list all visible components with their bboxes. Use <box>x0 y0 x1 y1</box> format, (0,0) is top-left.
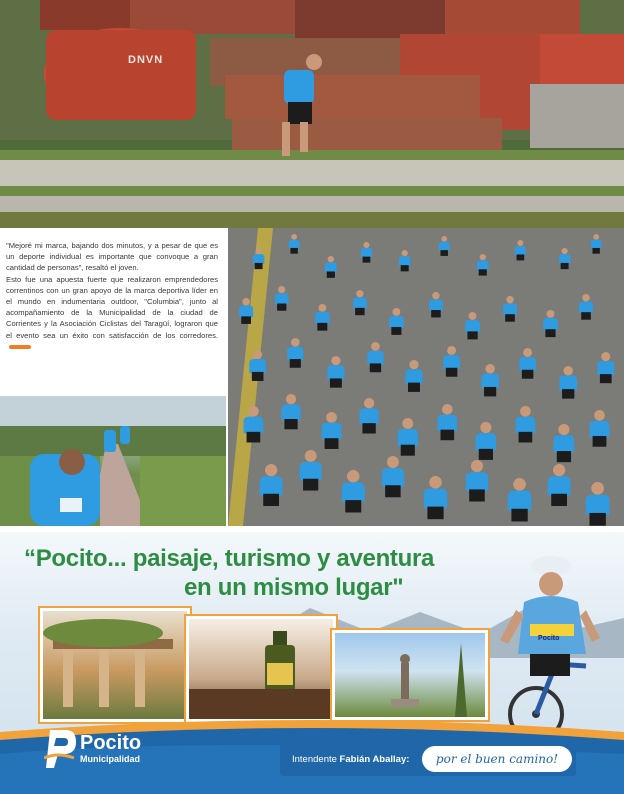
runner-head <box>326 412 337 423</box>
runner-shorts <box>401 445 415 456</box>
article-text <box>6 240 218 352</box>
ad-headline-line-2: en un mismo lugar" <box>184 574 404 601</box>
runner-figure <box>442 346 460 377</box>
runner-figure <box>542 310 558 337</box>
runner-figure <box>358 398 379 434</box>
runner-head <box>553 464 565 476</box>
runner-head <box>402 418 413 429</box>
runner-shorts <box>551 494 567 506</box>
runner-figure <box>360 242 372 263</box>
cyclist-jersey-text: Pocito <box>538 635 560 642</box>
runner-shorts <box>277 304 286 311</box>
runner-shorts <box>479 449 493 460</box>
runner-shorts <box>427 507 443 520</box>
article-paragraph-body-text: Esto fue una apuesta fuerte que realizaron emprendedores correntinos con un gran apoyo de la marca deportiva líder en el mundo en indumentaria outdoor, "Columbia", junto al acompañamiento de la Municipalidad de la ciudad de Corrientes y la Asociación Ciclistas del Taragüí, lograron que el evento sea un éxito con satisfacción de los corredores. <box>6 274 218 340</box>
park-photo-runners <box>0 396 226 526</box>
runner-shorts <box>467 331 477 339</box>
runner-head <box>265 464 277 476</box>
runner-figure <box>280 394 301 429</box>
runner-figure <box>380 456 404 497</box>
runner-shorts <box>469 489 485 501</box>
runner-shorts <box>511 509 527 522</box>
runner-shorts <box>519 432 533 443</box>
runner-head <box>387 456 399 468</box>
runner-shorts <box>391 327 401 335</box>
runner-shorts <box>441 430 455 441</box>
runner-figure <box>506 478 531 521</box>
runner-figure <box>514 240 526 260</box>
runner-head <box>442 404 453 415</box>
runner-head <box>278 286 285 293</box>
ad-photo-olive-oil <box>186 616 336 722</box>
runner-shirt <box>322 423 342 440</box>
mayor-name: Fabián Aballay: <box>339 754 410 765</box>
runner-shorts <box>290 359 301 368</box>
ad-photo-pergola <box>40 608 190 722</box>
runner-shorts <box>325 438 339 449</box>
runner-shorts <box>561 263 569 269</box>
runner-head <box>523 348 532 357</box>
runner-shorts <box>317 323 327 331</box>
runner-shorts <box>431 310 441 317</box>
pocito-logo-subtitle: Municipalidad <box>80 754 141 764</box>
runner-figure <box>258 464 283 506</box>
top-photo-buoys-runner <box>0 0 624 228</box>
runner-shorts <box>284 419 297 429</box>
runner-shorts <box>362 423 375 433</box>
article-end-mark <box>9 345 31 349</box>
runner-shorts <box>385 485 400 497</box>
runner-shorts <box>303 479 318 491</box>
runner-head <box>242 298 250 306</box>
ad-headline <box>24 544 444 602</box>
runner-figure <box>578 294 593 320</box>
runner-head <box>471 460 483 472</box>
runner-shorts <box>440 250 447 256</box>
runner-figure <box>326 356 344 388</box>
runner-shorts <box>330 378 342 387</box>
ad-photo-statue-park <box>332 630 488 720</box>
runner-shorts <box>557 451 571 462</box>
runner-shirt <box>300 462 322 481</box>
mayor-label: Intendente <box>292 754 337 765</box>
runner-head <box>409 360 418 369</box>
article-paragraph-quote: "Mejoré mi marca, bajando dos minutos, y a pesar de que es un deporte individual es importante que convoque a gran cantidad de personas", resaltó el joven. <box>6 241 218 273</box>
runner-figure <box>590 234 601 254</box>
runner-figure <box>324 256 337 278</box>
ad-photo-statue-art <box>335 633 485 717</box>
runner-figure <box>596 352 614 383</box>
runner-figure <box>588 410 609 447</box>
runner-head <box>305 450 317 462</box>
runner-shorts <box>446 368 458 377</box>
runner-head <box>547 310 555 318</box>
runner-head <box>563 366 573 376</box>
runner-head <box>392 308 400 316</box>
runner-figure <box>422 476 447 519</box>
runner-shorts <box>600 374 612 383</box>
ad-photo-pergola-art <box>43 611 187 719</box>
runner-figure <box>320 412 342 449</box>
race-photo-runners <box>228 228 624 526</box>
runner-shirt <box>260 476 283 495</box>
runner-figure <box>274 286 288 311</box>
runner-figure <box>238 298 253 324</box>
pocito-advertisement <box>0 532 624 794</box>
runner-shirt <box>466 472 488 491</box>
runner-shirt <box>548 476 571 495</box>
runner-figure <box>474 422 496 460</box>
runner-head <box>248 406 259 417</box>
runner-head <box>356 290 363 297</box>
runner-shirt <box>382 468 404 487</box>
runner-figure <box>514 406 535 442</box>
runner-shorts <box>484 387 496 396</box>
runner-head <box>558 424 569 435</box>
runner-head <box>432 292 439 299</box>
runner-shorts <box>505 314 515 321</box>
runner-figure <box>404 360 423 392</box>
runner-shorts <box>363 257 371 263</box>
runner-head <box>591 482 604 495</box>
runner-shorts <box>479 269 487 275</box>
runner-shirt <box>424 489 447 509</box>
runner-shorts <box>517 254 525 260</box>
runner-head <box>331 356 340 365</box>
buoy-stencil-text: DNVN <box>128 54 164 66</box>
runner-head <box>364 398 374 408</box>
runner-shorts <box>241 316 251 324</box>
runner-figure <box>502 296 517 322</box>
runner-figure <box>552 424 574 462</box>
runner-shorts <box>593 436 607 447</box>
runner-shirt <box>342 482 365 501</box>
runner-figure <box>438 236 450 256</box>
runner-shorts <box>581 312 591 319</box>
runner-shorts <box>545 329 555 337</box>
runner-shorts <box>408 383 420 392</box>
runner-figure <box>476 254 489 276</box>
runner-figure <box>480 364 499 396</box>
runner-figure <box>288 234 299 254</box>
ad-slogan: por el buen camino! <box>422 746 572 772</box>
runner-figure <box>242 406 263 442</box>
runner-shorts <box>401 265 409 271</box>
runner-figure <box>388 308 404 335</box>
runner-head <box>286 394 296 404</box>
runner-head <box>318 304 326 312</box>
runner-figure <box>428 292 443 317</box>
pocito-p-logo-icon <box>44 728 76 770</box>
runner-figure <box>396 418 418 456</box>
runner-figure <box>286 338 303 368</box>
runner-shirt <box>590 421 610 438</box>
runner-figure <box>352 290 367 315</box>
top-photo-scene <box>0 0 624 228</box>
runner-shirt <box>508 491 532 511</box>
runner-figure <box>340 470 365 512</box>
runner-figure <box>366 342 384 372</box>
runner-head <box>291 338 300 347</box>
runner-head <box>582 294 589 301</box>
runner-shirt <box>586 495 610 515</box>
ad-photo-olive-oil-art <box>189 619 333 719</box>
runner-figure <box>464 312 480 339</box>
runner-shorts <box>370 363 381 372</box>
runner-head <box>480 422 491 433</box>
runner-head <box>429 476 442 489</box>
runner-shorts <box>589 513 605 526</box>
ad-headline-line-1: “Pocito... paisaje, turismo y aventura <box>24 545 435 572</box>
park-photo-scene <box>0 396 226 526</box>
article-paragraph-body <box>6 274 218 352</box>
runner-shorts <box>562 389 574 399</box>
runner-figure <box>314 304 330 331</box>
runner-figure <box>518 348 536 379</box>
runner-figure <box>584 482 609 526</box>
runner-shorts <box>355 308 364 315</box>
runner-shorts <box>247 432 261 443</box>
runner-head <box>371 342 380 351</box>
runner-figure <box>298 450 322 491</box>
runner-figure <box>436 404 457 440</box>
runner-head <box>253 350 262 359</box>
runner-shorts <box>255 263 263 269</box>
runner-shorts <box>290 248 297 254</box>
runner-head <box>594 410 605 421</box>
runner-head <box>506 296 513 303</box>
runner-shirt <box>554 435 575 452</box>
runner-figure <box>398 250 410 271</box>
runner-shorts <box>252 372 264 381</box>
runner-shorts <box>345 500 361 512</box>
runner-figure <box>248 350 266 381</box>
runner-head <box>601 352 610 361</box>
runner-shirt <box>398 429 418 446</box>
runner-shorts <box>592 248 599 254</box>
runner-head <box>469 312 477 320</box>
runner-head <box>447 346 456 355</box>
runner-shirt <box>476 433 497 450</box>
runner-figure <box>558 366 577 399</box>
runner-shorts <box>327 271 335 277</box>
runner-shorts <box>522 370 534 379</box>
pocito-logo-word: Pocito <box>80 732 142 754</box>
runner-figure <box>558 248 570 269</box>
runner-shorts <box>263 494 279 506</box>
runner-head <box>513 478 526 491</box>
runner-figure <box>252 248 264 269</box>
runner-head <box>485 364 494 373</box>
runner-figure <box>546 464 571 506</box>
runner-head <box>520 406 531 417</box>
runner-figure <box>464 460 488 502</box>
runner-head <box>347 470 359 482</box>
mayor-credit <box>292 754 409 765</box>
